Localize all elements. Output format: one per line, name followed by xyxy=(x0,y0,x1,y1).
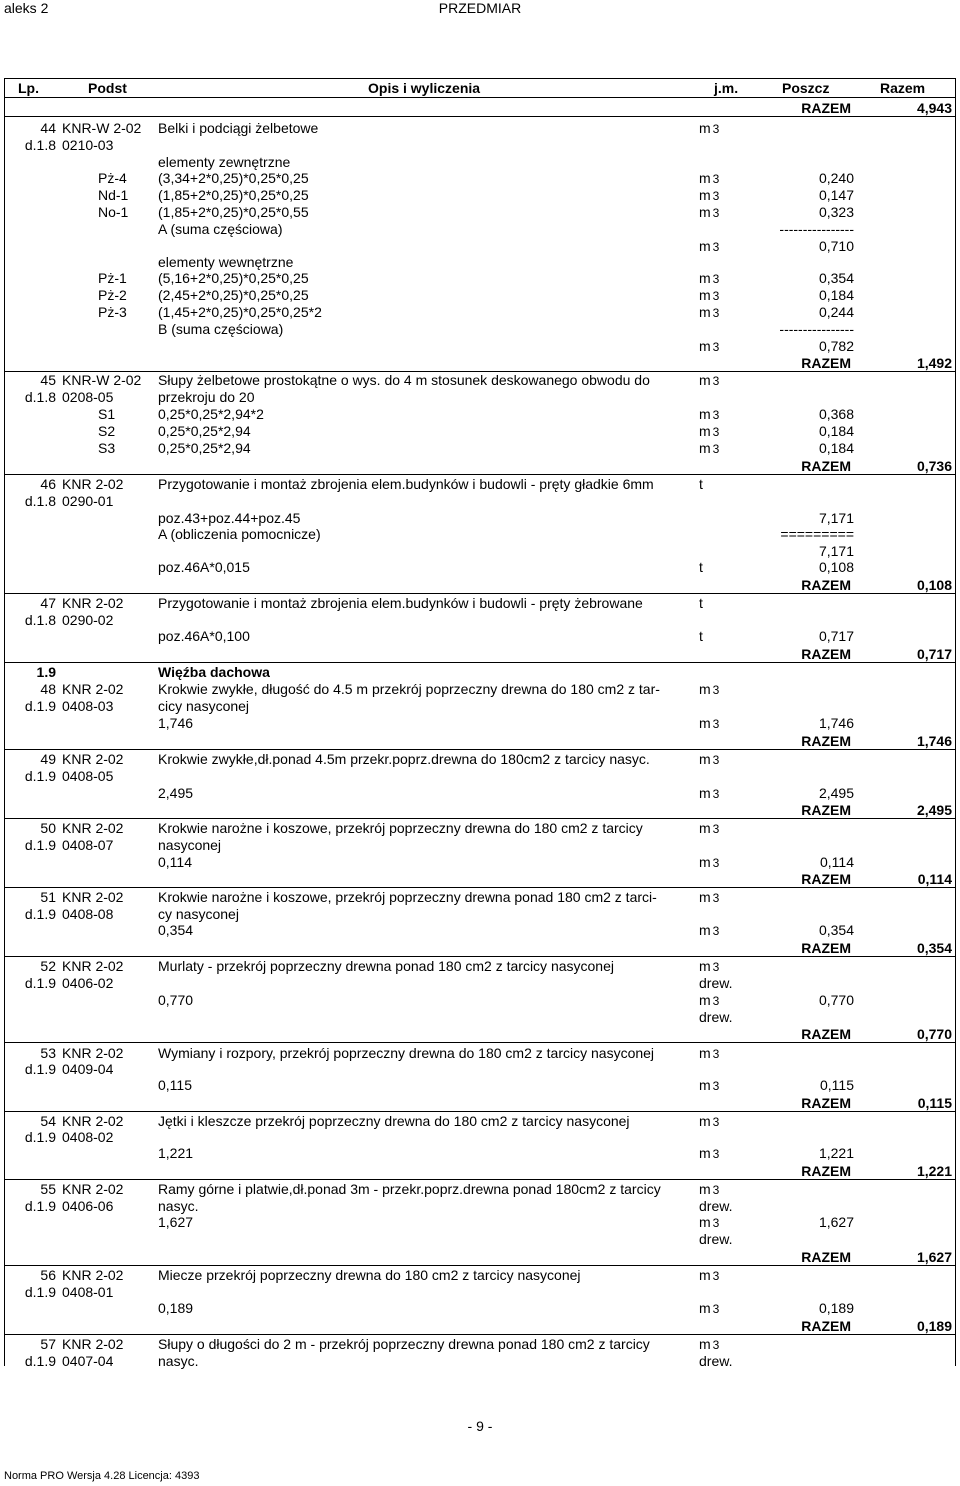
cell-poszcz: 0,189 xyxy=(818,1300,854,1316)
cell-opis: elementy zewnętrzne xyxy=(158,154,291,170)
cell-razem: 2,495 xyxy=(916,802,952,818)
cell-opis: (3,34+2*0,25)*0,25*0,25 xyxy=(158,170,309,186)
cell-opis: 0,25*0,25*2,94 xyxy=(158,440,251,456)
cell-jm: m 3 xyxy=(699,681,720,697)
cell-poszcz: RAZEM xyxy=(801,1095,851,1111)
cell-podst: No-1 xyxy=(98,204,129,220)
cell-jm: m 3 xyxy=(699,1045,720,1061)
cell-podst: Nd-1 xyxy=(98,187,129,203)
cell-poszcz: 1,627 xyxy=(818,1214,854,1230)
cell-opis: (2,45+2*0,25)*0,25*0,25 xyxy=(158,287,309,303)
cell-poszcz: 0,115 xyxy=(820,1077,854,1093)
cell-poszcz: 0,770 xyxy=(818,992,854,1008)
cell-podst: KNR 2-02 xyxy=(62,1045,124,1061)
cell-podst: Pż-4 xyxy=(98,170,127,186)
cell-jm: m 3 xyxy=(699,854,720,870)
cell-lp: 52 xyxy=(40,958,56,974)
cell-podst: KNR 2-02 xyxy=(62,476,124,492)
col-jm: j.m. xyxy=(714,80,739,96)
cell-podst: 0208-05 xyxy=(62,389,114,405)
cell-jm: m 3 xyxy=(699,304,720,320)
cell-jm: drew. xyxy=(699,1231,733,1247)
cell-lp: 55 xyxy=(40,1181,56,1197)
cell-razem: 0,354 xyxy=(916,940,952,956)
cell-podst: 0290-01 xyxy=(62,493,114,509)
cell-podst: 0408-01 xyxy=(62,1284,114,1300)
cell-lp: d.1.9 xyxy=(24,906,56,922)
cell-lp: 57 xyxy=(40,1336,56,1352)
cell-jm: m 3 xyxy=(699,440,720,456)
cell-opis: (1,45+2*0,25)*0,25*0,25*2 xyxy=(158,304,322,320)
cell-jm: m 3 xyxy=(699,170,720,186)
cell-opis: cicy nasyconej xyxy=(158,698,250,714)
cell-jm: m 3 xyxy=(699,1181,720,1197)
cell-jm: m 3 xyxy=(699,270,720,286)
cell-podst: 0210-03 xyxy=(62,137,114,153)
cell-poszcz: 0,782 xyxy=(818,338,854,354)
cell-razem: 1,746 xyxy=(916,733,952,749)
position-rule xyxy=(4,1179,956,1180)
position-rule xyxy=(4,956,956,957)
cell-lp: d.1.9 xyxy=(24,1284,56,1300)
cell-poszcz: RAZEM xyxy=(801,577,851,593)
cell-podst: 0408-07 xyxy=(62,837,114,853)
cell-jm: m 3 xyxy=(699,889,720,905)
position-rule xyxy=(4,662,956,663)
cell-razem: 0,114 xyxy=(917,871,952,887)
cell-jm: m 3 xyxy=(699,1214,720,1230)
cell-razem: 0,736 xyxy=(916,458,952,474)
cell-opis: nasyc. xyxy=(158,1353,199,1369)
cell-podst: 0408-02 xyxy=(62,1129,114,1145)
cell-opis: Krokwie narożne i koszowe, przekrój poprzeczny drewna ponad 180 cm2 z tarci- xyxy=(158,889,657,905)
cell-podst: KNR 2-02 xyxy=(62,889,124,905)
cell-opis: 0,114 xyxy=(158,854,192,870)
cell-poszcz: 7,171 xyxy=(818,543,854,559)
cell-lp: 51 xyxy=(40,889,56,905)
cell-poszcz: 1,746 xyxy=(818,715,854,731)
cell-razem: 4,943 xyxy=(916,100,952,116)
cell-podst: KNR 2-02 xyxy=(62,681,124,697)
cell-opis: Krokwie zwykłe,dł.ponad 4.5m przekr.poprz.drewna do 180cm2 z tarcicy nasyc. xyxy=(158,751,650,767)
cell-podst: KNR 2-02 xyxy=(62,1336,124,1352)
cell-poszcz: RAZEM xyxy=(801,1318,851,1334)
cell-podst: KNR-W 2-02 xyxy=(62,120,142,136)
cell-jm: m 3 xyxy=(699,992,720,1008)
cell-lp: 47 xyxy=(40,595,56,611)
cell-opis: 0,354 xyxy=(158,922,194,938)
cell-jm: drew. xyxy=(699,1198,733,1214)
cell-podst: 0290-02 xyxy=(62,612,114,628)
footer-note: Norma PRO Wersja 4.28 Licencja: 4393 xyxy=(4,1470,200,1482)
cell-podst: 0407-04 xyxy=(62,1353,114,1369)
cell-poszcz: RAZEM xyxy=(801,940,851,956)
position-rule xyxy=(4,1265,956,1266)
cell-lp: d.1.8 xyxy=(24,137,56,153)
cell-podst: KNR 2-02 xyxy=(62,820,124,836)
cell-poszcz: RAZEM xyxy=(801,458,851,474)
cell-jm: m 3 xyxy=(699,238,720,254)
cell-lp: d.1.9 xyxy=(24,698,56,714)
cell-razem: 0,717 xyxy=(916,646,952,662)
cell-lp: d.1.9 xyxy=(24,837,56,853)
cell-opis: Krokwie narożne i koszowe, przekrój poprzeczny drewna do 180 cm2 z tarcicy xyxy=(158,820,643,836)
cell-podst: 0409-04 xyxy=(62,1061,114,1077)
cell-lp: d.1.8 xyxy=(24,612,56,628)
cell-razem: 1,492 xyxy=(916,355,952,371)
cell-podst: Pż-1 xyxy=(98,270,127,286)
cell-opis: Jętki i kleszcze przekrój poprzeczny drewna do 180 cm2 z tarcicy nasyconej xyxy=(158,1113,630,1129)
cell-opis: poz.46A*0,100 xyxy=(158,628,250,644)
cell-podst: KNR 2-02 xyxy=(62,595,124,611)
cell-lp: d.1.9 xyxy=(24,1353,56,1369)
cell-jm: m 3 xyxy=(699,820,720,836)
cell-poszcz: 0,184 xyxy=(818,423,854,439)
cell-poszcz: RAZEM xyxy=(801,1163,851,1179)
cell-opis: cy nasyconej xyxy=(158,906,239,922)
doc-name: aleks 2 xyxy=(4,0,49,16)
cell-poszcz: 2,495 xyxy=(818,785,854,801)
cell-lp: 1.9 xyxy=(36,664,56,680)
cell-opis: 1,746 xyxy=(158,715,194,731)
cell-podst: KNR 2-02 xyxy=(62,1181,124,1197)
cell-lp: 53 xyxy=(40,1045,56,1061)
cell-podst: KNR 2-02 xyxy=(62,751,124,767)
cell-lp: d.1.9 xyxy=(24,1129,56,1145)
cell-poszcz: 0,717 xyxy=(818,628,854,644)
doc-title: PRZEDMIAR xyxy=(438,0,522,16)
cell-razem: 0,115 xyxy=(917,1095,952,1111)
col-opis: Opis i wyliczenia xyxy=(368,80,481,96)
cell-poszcz: RAZEM xyxy=(801,871,851,887)
cell-podst: 0406-02 xyxy=(62,975,114,991)
cell-opis: (1,85+2*0,25)*0,25*0,25 xyxy=(158,187,309,203)
cell-opis: Słupy żelbetowe prostokątne o wys. do 4 m stosunek deskowanego obwodu do xyxy=(158,372,650,388)
cell-podst: 0408-08 xyxy=(62,906,114,922)
cell-opis: Miecze przekrój poprzeczny drewna do 180 cm2 z tarcicy nasyconej xyxy=(158,1267,581,1283)
cell-opis: (1,85+2*0,25)*0,25*0,55 xyxy=(158,204,309,220)
cell-jm: drew. xyxy=(699,975,733,991)
cell-opis: 0,770 xyxy=(158,992,194,1008)
col-razem: Razem xyxy=(880,80,926,96)
cell-lp: 45 xyxy=(40,372,56,388)
cell-jm: m 3 xyxy=(699,372,720,388)
cell-podst: S1 xyxy=(98,406,116,422)
cell-podst: 0408-03 xyxy=(62,698,114,714)
cell-podst: KNR-W 2-02 xyxy=(62,372,142,388)
page-number: - 9 - xyxy=(467,1418,493,1434)
cell-jm: t xyxy=(699,559,703,575)
cell-podst: S3 xyxy=(98,440,116,456)
cell-jm: m 3 xyxy=(699,785,720,801)
cell-razem: 1,221 xyxy=(916,1163,952,1179)
cell-opis: 2,495 xyxy=(158,785,194,801)
position-rule xyxy=(4,116,956,117)
cell-jm: m 3 xyxy=(699,187,720,203)
position-rule xyxy=(4,593,956,594)
cell-opis: (5,16+2*0,25)*0,25*0,25 xyxy=(158,270,309,286)
cell-podst: S2 xyxy=(98,423,116,439)
cell-lp: d.1.8 xyxy=(24,389,56,405)
cell-poszcz: 0,184 xyxy=(818,440,854,456)
table-left-border xyxy=(4,78,5,1366)
cell-poszcz: 0,114 xyxy=(820,854,854,870)
cell-opis: Murlaty - przekrój poprzeczny drewna ponad 180 cm2 z tarcicy nasyconej xyxy=(158,958,614,974)
cell-podst: KNR 2-02 xyxy=(62,1113,124,1129)
cell-lp: d.1.9 xyxy=(24,1061,56,1077)
cell-jm: m 3 xyxy=(699,1336,720,1352)
cell-opis: 0,115 xyxy=(158,1077,192,1093)
cell-poszcz: RAZEM xyxy=(801,646,851,662)
cell-jm: m 3 xyxy=(699,1113,720,1129)
cell-jm: t xyxy=(699,595,703,611)
cell-poszcz: RAZEM xyxy=(801,1026,851,1042)
cell-jm: drew. xyxy=(699,1353,733,1369)
cell-lp: 49 xyxy=(40,751,56,767)
position-rule xyxy=(4,474,956,475)
cell-opis: elementy wewnętrzne xyxy=(158,254,294,270)
cell-opis: Ramy górne i platwie,dł.ponad 3m - przekr.poprz.drewna ponad 180cm2 z tarcicy xyxy=(158,1181,661,1197)
cell-opis: poz.46A*0,015 xyxy=(158,559,250,575)
cell-jm: m 3 xyxy=(699,1267,720,1283)
col-lp: Lp. xyxy=(18,80,39,96)
cell-jm: m 3 xyxy=(699,204,720,220)
cell-opis: 1,221 xyxy=(158,1145,194,1161)
cell-lp: 46 xyxy=(40,476,56,492)
cell-opis: B (suma częściowa) xyxy=(158,321,284,337)
cell-jm: t xyxy=(699,476,703,492)
position-rule xyxy=(4,749,956,750)
cell-opis: Belki i podciągi żelbetowe xyxy=(158,120,319,136)
cell-poszcz: 0,108 xyxy=(818,559,854,575)
cell-lp: 50 xyxy=(40,820,56,836)
cell-poszcz: 0,354 xyxy=(818,922,854,938)
cell-jm: m 3 xyxy=(699,1077,720,1093)
position-rule xyxy=(4,1111,956,1112)
cell-poszcz: 0,710 xyxy=(818,238,854,254)
cell-opis: Słupy o długości do 2 m - przekrój poprzeczny drewna ponad 180 cm2 z tarcicy xyxy=(158,1336,650,1352)
cell-podst: Pż-3 xyxy=(98,304,127,320)
cell-poszcz: ---------------- xyxy=(779,221,854,237)
position-rule xyxy=(4,1334,956,1335)
cell-jm: drew. xyxy=(699,1009,733,1025)
cell-poszcz: 7,171 xyxy=(818,510,854,526)
cell-poszcz: ---------------- xyxy=(779,321,854,337)
cell-opis: Wymiany i rozpory, przekrój poprzeczny drewna do 180 cm2 z tarcicy nasyconej xyxy=(158,1045,655,1061)
cell-poszcz: RAZEM xyxy=(801,802,851,818)
cell-poszcz: RAZEM xyxy=(801,1249,851,1265)
cell-opis: 0,25*0,25*2,94 xyxy=(158,423,251,439)
cell-poszcz: 0,244 xyxy=(818,304,854,320)
cell-opis: nasyconej xyxy=(158,837,222,853)
cell-opis: Przygotowanie i montaż zbrojenia elem.budynków i budowli - pręty gładkie 6mm xyxy=(158,476,654,492)
cell-poszcz: 0,147 xyxy=(818,187,854,203)
cell-poszcz: ========= xyxy=(780,526,854,542)
position-rule xyxy=(4,1042,956,1043)
cell-lp: 56 xyxy=(40,1267,56,1283)
cell-poszcz: 0,368 xyxy=(818,406,854,422)
cell-lp: d.1.9 xyxy=(24,768,56,784)
cell-opis: przekroju do 20 xyxy=(158,389,255,405)
cell-lp: 48 xyxy=(40,681,56,697)
cell-razem: 0,189 xyxy=(916,1318,952,1334)
cell-jm: m 3 xyxy=(699,287,720,303)
cell-jm: m 3 xyxy=(699,751,720,767)
cell-lp: d.1.9 xyxy=(24,1198,56,1214)
cell-podst: Pż-2 xyxy=(98,287,127,303)
cell-opis: 0,189 xyxy=(158,1300,194,1316)
cell-poszcz: RAZEM xyxy=(801,733,851,749)
cell-poszcz: 0,354 xyxy=(818,270,854,286)
cell-opis: A (obliczenia pomocnicze) xyxy=(158,526,321,542)
cell-jm: m 3 xyxy=(699,958,720,974)
cell-poszcz: RAZEM xyxy=(801,355,851,371)
cell-razem: 0,108 xyxy=(916,577,952,593)
col-podst: Podst xyxy=(88,80,127,96)
cell-opis: Przygotowanie i montaż zbrojenia elem.budynków i budowli - pręty żebrowane xyxy=(158,595,643,611)
cell-jm: m 3 xyxy=(699,922,720,938)
cell-opis: 0,25*0,25*2,94*2 xyxy=(158,406,264,422)
cell-jm: m 3 xyxy=(699,1145,720,1161)
table-right-border xyxy=(955,78,956,1366)
position-rule xyxy=(4,818,956,819)
cell-lp: 54 xyxy=(40,1113,56,1129)
table-top-rule xyxy=(4,78,956,79)
cell-podst: 0408-05 xyxy=(62,768,114,784)
cell-jm: m 3 xyxy=(699,406,720,422)
cell-podst: 0406-06 xyxy=(62,1198,114,1214)
cell-poszcz: 1,221 xyxy=(818,1145,854,1161)
cell-opis: A (suma częściowa) xyxy=(158,221,283,237)
cell-lp: 44 xyxy=(40,120,56,136)
cell-poszcz: 0,184 xyxy=(818,287,854,303)
col-poszcz: Poszcz xyxy=(782,80,830,96)
cell-poszcz: 0,323 xyxy=(818,204,854,220)
cell-opis: Krokwie zwykłe, długość do 4.5 m przekrój poprzeczny drewna do 180 cm2 z tar- xyxy=(158,681,660,697)
cell-poszcz: 0,240 xyxy=(818,170,854,186)
cell-podst: KNR 2-02 xyxy=(62,958,124,974)
cell-jm: m 3 xyxy=(699,120,720,136)
cell-poszcz: RAZEM xyxy=(801,100,851,116)
cell-lp: d.1.9 xyxy=(24,975,56,991)
cell-lp: d.1.8 xyxy=(24,493,56,509)
cell-jm: m 3 xyxy=(699,338,720,354)
cell-podst: KNR 2-02 xyxy=(62,1267,124,1283)
position-rule xyxy=(4,887,956,888)
cell-opis: 1,627 xyxy=(158,1214,194,1230)
cell-razem: 0,770 xyxy=(916,1026,952,1042)
cell-razem: 1,627 xyxy=(916,1249,952,1265)
cell-opis: Więźba dachowa xyxy=(158,664,270,680)
cell-jm: m 3 xyxy=(699,715,720,731)
cell-opis: nasyc. xyxy=(158,1198,199,1214)
header-rule xyxy=(4,97,956,98)
cell-jm: t xyxy=(699,628,703,644)
cell-opis: poz.43+poz.44+poz.45 xyxy=(158,510,301,526)
cell-jm: m 3 xyxy=(699,423,720,439)
cell-jm: m 3 xyxy=(699,1300,720,1316)
